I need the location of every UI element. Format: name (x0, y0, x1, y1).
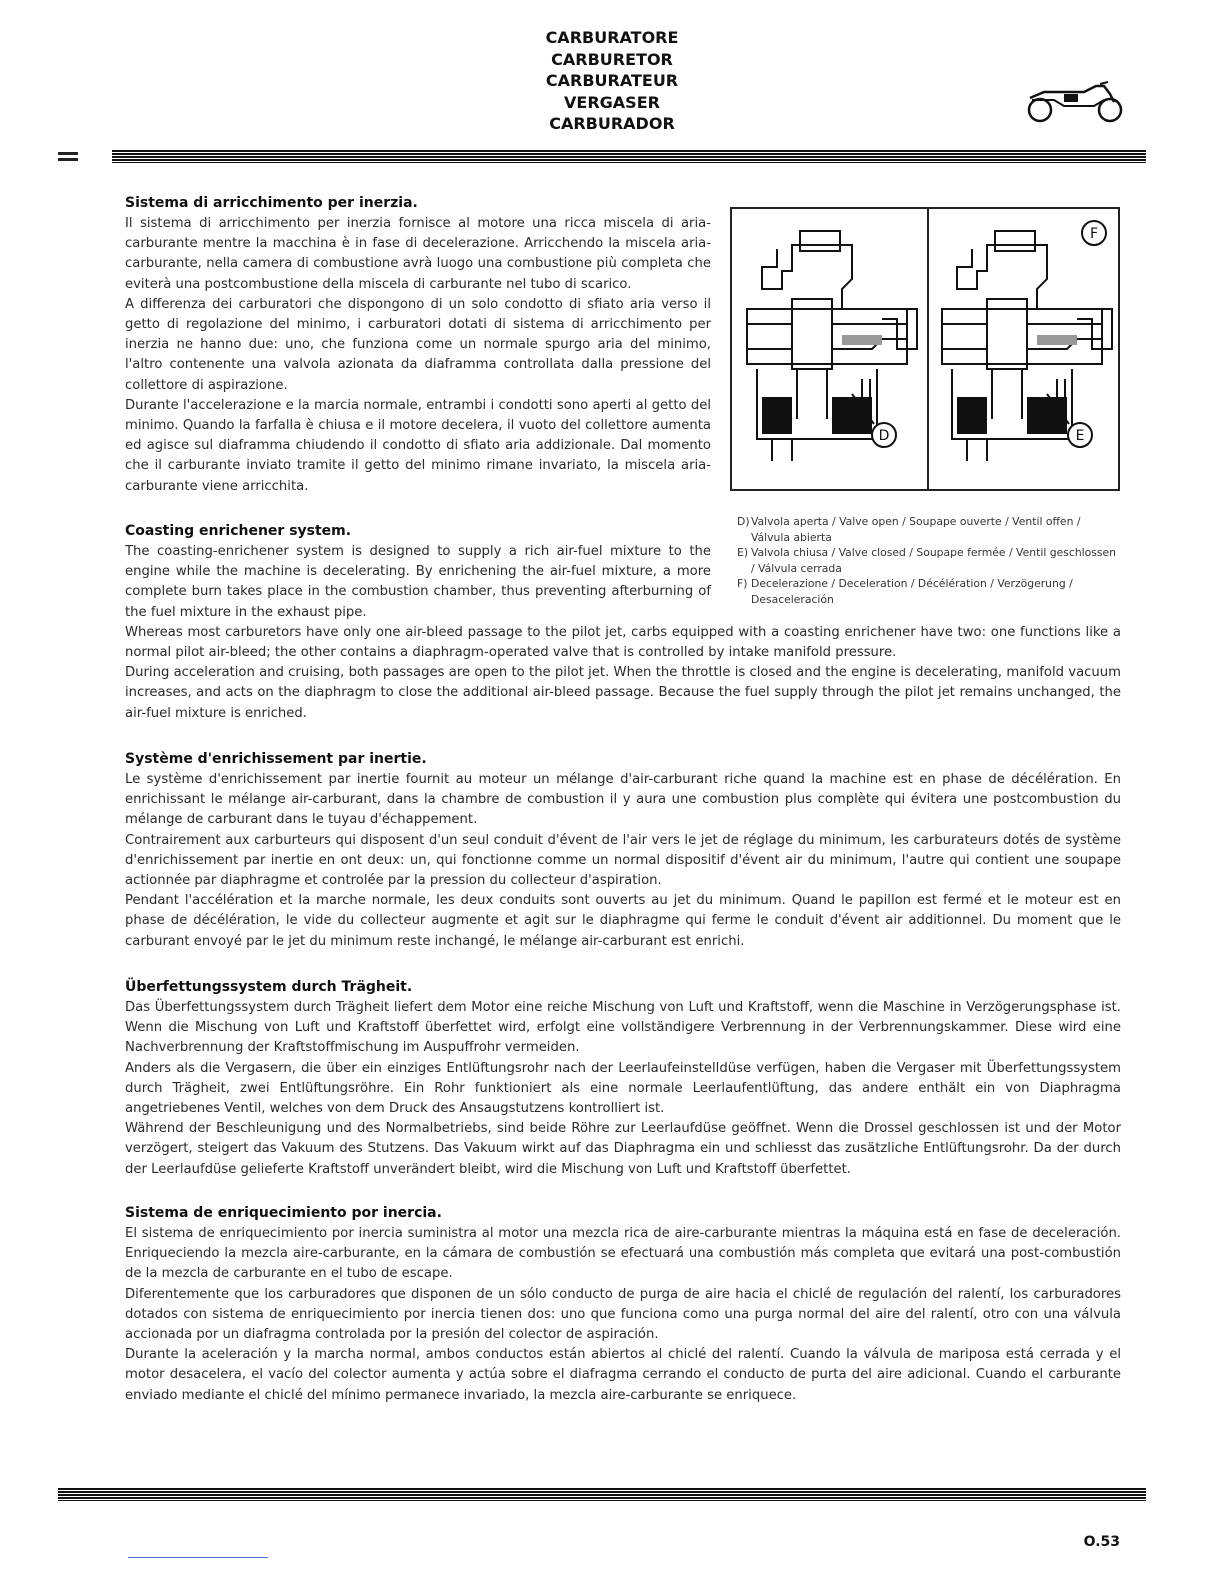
page-number: O.53 (1083, 1534, 1120, 1550)
bottom-rule (58, 1488, 1146, 1501)
section-german (125, 976, 1121, 1180)
marker-f: F (1089, 226, 1099, 242)
motorcycle-icon (1024, 80, 1126, 124)
paragraph: Durante la aceleración y la marcha normal, ambos conductos están abiertos al chiclé del ralentí. Cuando la válvula de mariposa está cerrada y el motor desacelera, el vacío del colector aumenta y actúa sobre el diafragma cerrando el conducto de purta del aire adicional. Cuando el carburante enviado mediante el chiclé del mínimo permanece invariado, la mezcla aire-carburante se enriquece. (125, 1347, 1121, 1403)
section-italian (125, 192, 711, 497)
heading-spanish: Sistema de enriquecimiento por inercia. (125, 1205, 442, 1221)
paragraph: Durante l'accelerazione e la marcia normale, entrambi i condotti sono aperti al getto del minimo. Quando la farfalla è chiusa e il motore decelera, il vuoto del collettore aumenta ed agisce sul diaframma chiudendo il condotto di sfiato aria addizionale. Dal momento che il carburante inviato tramite il getto del minimo rimane invariato, la miscela aria-carburante viene arricchita. (125, 397, 711, 494)
paragraph: Diferentemente que los carburadores que disponen de un sólo conducto de purga de aire hacia el chiclé de regulación del ralentí, los carburadores dotados con sistema de enriquecimiento por inercia tienen dos: uno que funciona como una purga normal del aire del ralentí, otro con una válvula accionada por un diafragma controlada por la presión del colector de aspiración. (125, 1286, 1121, 1343)
paragraph: A differenza dei carburatori che dispongono di un solo condotto di sfiato aria verso il getto di regolazione del minimo, i carburatori dotati di sistema di arricchimento per inerzia ne hanno due: uno, che funziona come un normale spurgo aria del minimo, l'altro contenente una valvola azionata da diaframma controllata dalla pressione del collettore di aspirazione. (125, 296, 711, 393)
paragraph: El sistema de enriquecimiento por inercia suministra al motor una mezcla rica de aire-carburante mientras la máquina está en fase de deceleración. Enriqueciendo la mezcla aire-carburante, en la cámara de combustión se efectuará una combustión más completa que evitará una post-combustión de la mezcla de carburante en el tubo de escape. (125, 1226, 1121, 1282)
marker-d: D (878, 428, 890, 444)
legend-key: F) (737, 577, 748, 590)
carburetor-cutaway-drawings (732, 209, 1118, 489)
paragraph: During acceleration and cruising, both passages are open to the pilot jet. When the throttle is closed and the engine is decelerating, manifold vacuum increases, and acts on the diaphragm to close the additional air-bleed passage. Because the fuel supply through the pilot jet remains unchanged, the air-fuel mixture is enriched. (125, 665, 1121, 721)
heading-german: Überfettungssystem durch Trägheit. (125, 979, 413, 995)
legend-key: D) (737, 515, 750, 528)
margin-mark (58, 158, 78, 161)
title-en: CARBURETOR (551, 49, 673, 69)
legend-text: Valvola aperta / Valve open / Soupape ouverte / Ventil offen / Válvula abierta (751, 515, 1081, 544)
paragraph: Anders als die Vergasern, die über ein einziges Entlüftungsrohr nach der Leerlaufeinstelldüse verfügen, haben die Vergaser mit Überfettungssystem durch Trägheit, zwei Entlüftungsröhre. Ein Rohr funktioniert als eine normale Leerlaufentlüftung, das andere enthält ein von Diaphragma angetriebenes Ventil, welches von dem Druck des Ansaugstutzens kontrolliert ist. (125, 1060, 1121, 1117)
carburetor-diagram (730, 207, 1120, 491)
paragraph: Whereas most carburetors have only one air-bleed passage to the pilot jet, carbs equipped with a coasting enrichener have two: one functions like a normal pilot air-bleed; the other contains a diaphragm-operated valve that is controlled by intake manifold pressure. (125, 624, 1121, 661)
paragraph: Während der Beschleunigung und des Normalbetriebs, sind beide Röhre zur Leerlaufdüse geöffnet. Wenn die Drossel geschlossen ist und der Motor verzögert, steigert das Vakuum des Stutzens. Das Vakuum wirkt auf das Diaphragma ein und schliesst das zusätzliche Entlüftungsrohr. Da der durch der Leerlaufdüse gelieferte Kraftstoff unverändert bleibt, wird die Mischung von Luft und Kraftstoff überfettet. (125, 1121, 1121, 1177)
legend-text: Decelerazione / Deceleration / Décélération / Verzögerung / Desaceleración (751, 577, 1073, 606)
footer-link-underline (128, 1557, 268, 1558)
heading-english: Coasting enrichener system. (125, 523, 352, 539)
top-rule (112, 150, 1146, 163)
heading-italian: Sistema di arricchimento per inerzia. (125, 195, 418, 211)
legend-key: E) (737, 546, 749, 559)
title-fr: CARBURATEUR (545, 71, 679, 90)
paragraph: Pendant l'accélération et la marche normale, les deux conduits sont ouverts au jet du minimum. Quand le papillon est fermé et le moteur est en phase de décélération, le vide du collecteur augmente et agit sur le diaphragme qui ferme le conduit d'évent air additionnel. Du moment que le carburant envoyé par le jet du minimum reste inchangé, le mélange air-carburant est enrichi. (125, 893, 1121, 949)
marker-e: E (1075, 428, 1085, 444)
title-it: CARBURATORE (545, 28, 679, 47)
legend-text: Valvola chiusa / Valve closed / Soupape fermée / Ventil geschlossen / Válvula cerrada (751, 546, 1117, 575)
paragraph: The coasting-enrichener system is designed to supply a rich air-fuel mixture to the engine while the machine is decelerating. By enrichening the air-fuel mixture, a more complete burn takes place in the combustion chamber, thus preventing afterburning of the fuel mixture in the exhaust pipe. (125, 544, 711, 620)
title-de: VERGASER (564, 92, 660, 112)
paragraph: Contrairement aux carburteurs qui disposent d'un seul conduit d'évent de l'air vers le jet de réglage du minimum, les carburateurs dotés de système d'enrichissement par inertie en ont deux: un, qui fonctionne comme un normal dispositif d'évent air du minimum, l'autre qui contient une soupape actionnée par diaphragme et controlée par la pression du collecteur d'aspiration. (125, 832, 1121, 889)
paragraph: Il sistema di arricchimento per inerzia fornisce al motore una ricca miscela di aria-carburante mentre la macchina è in fase di decelerazione. Arricchendo la miscela aria-carburante, nella camera di combustione avrà luogo una combustione più completa che eviterà una postcombustione della miscela di carburante nel tubo di scarico. (125, 216, 711, 292)
section-french (125, 748, 1121, 952)
paragraph: Das Überfettungssystem durch Trägheit liefert dem Motor eine reiche Mischung von Luft und Kraftstoff, wenn die Maschine in Verzögerungsphase ist. Wenn die Mischung von Luft und Kraftstoff überfettet wird, erfolgt eine vollständigere Verbrennung in der Verbrennungskammer. Diese wird eine Nachverbrennung der Kraftstoffmischung im Auspuffrohr vermeiden. (125, 1000, 1121, 1056)
paragraph: Le système d'enrichissement par inertie fournit au moteur un mélange d'air-carburant riche quand la machine est en phase de décélération. En enrichissant le mélange air-carburant, dans la chambre de combustion il y aura une combustion plus complète qui évitera une postcombustion du mélange de carburant dans le tuyau d'échappement. (125, 772, 1121, 828)
heading-french: Système d'enrichissement par inertie. (125, 751, 427, 767)
margin-mark (58, 152, 78, 155)
title-es: CARBURADOR (549, 114, 675, 133)
section-english (125, 520, 1121, 724)
section-spanish (125, 1202, 1121, 1406)
